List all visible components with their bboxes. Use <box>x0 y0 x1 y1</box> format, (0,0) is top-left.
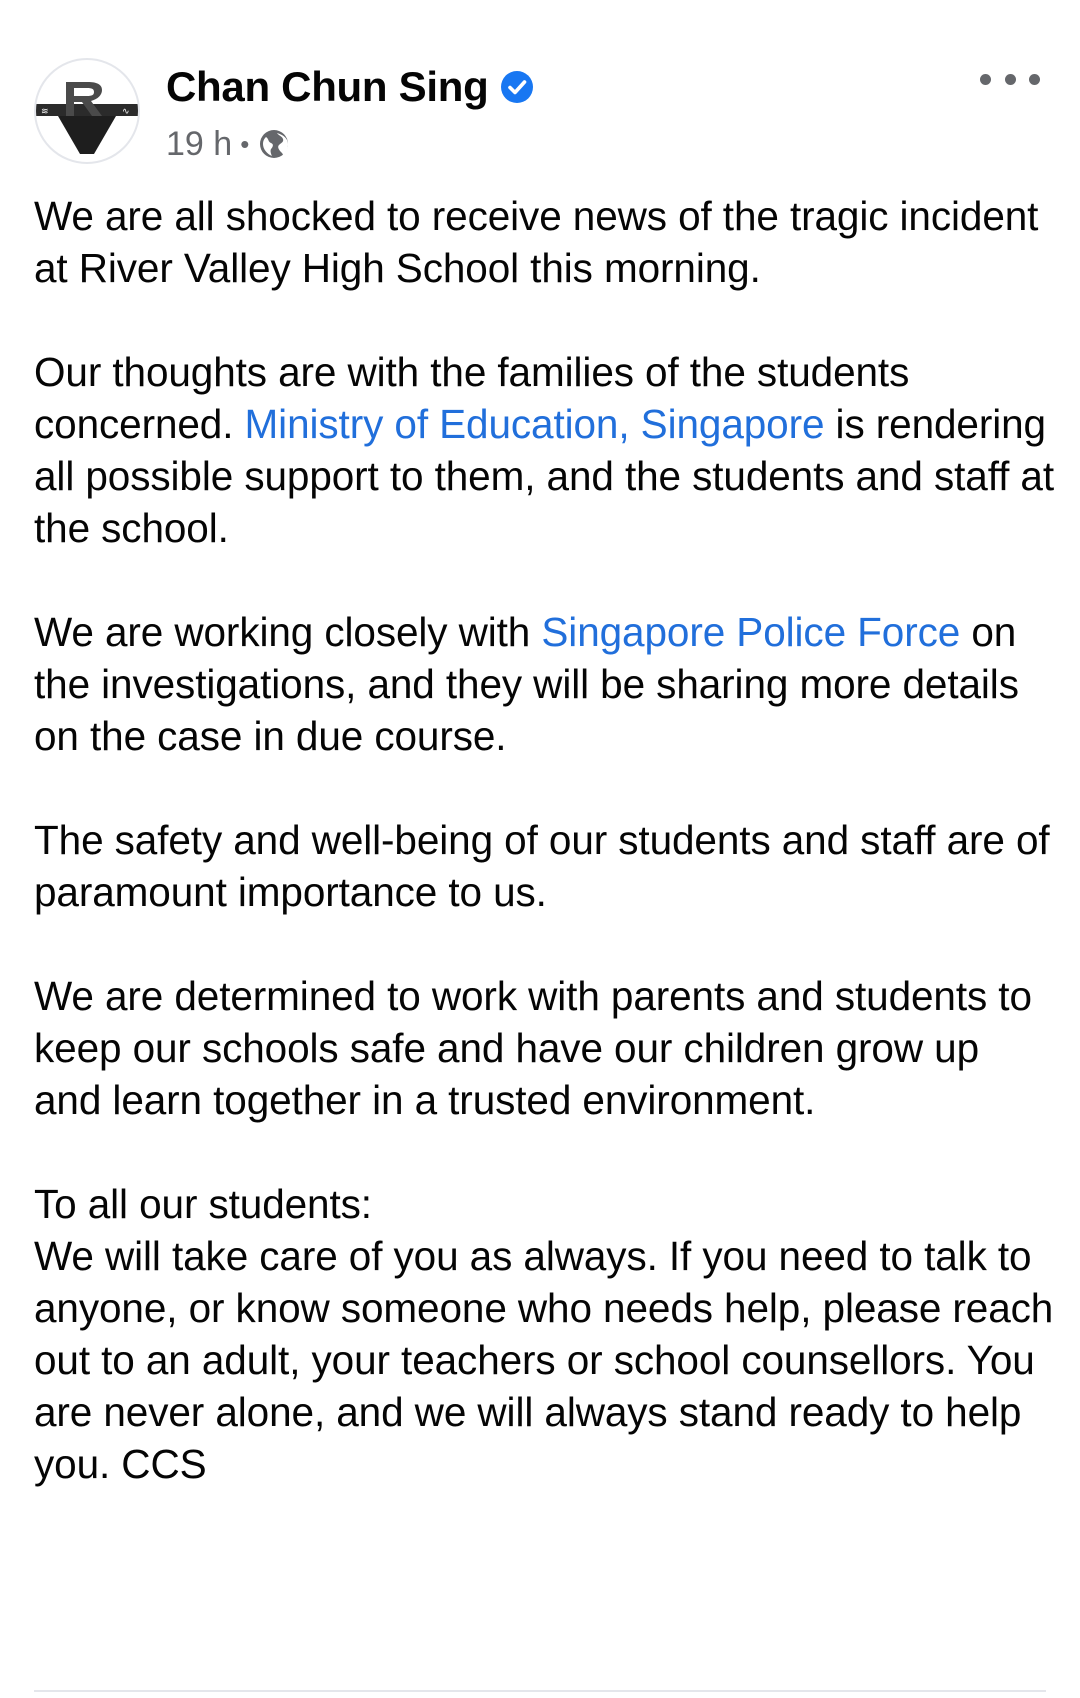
post-timestamp[interactable]: 19 h <box>166 124 233 163</box>
author-name[interactable]: Chan Chun Sing <box>166 63 489 110</box>
paragraph-text: is rendering all possible support to them, and the students and staff at the school. <box>34 401 1055 551</box>
post-paragraph <box>34 1178 1054 1490</box>
post-paragraph <box>34 190 1054 294</box>
author-row <box>166 60 534 114</box>
post-paragraph <box>34 970 1054 1126</box>
paragraph-text: We will take care of you as always. If you need to talk to anyone, or know someone who needs help, please reach out to an adult, your teachers or school counsellors. You are never alone, and we will always stand ready to help you. CCS <box>34 1233 1054 1487</box>
paragraph-text: To all our students: <box>34 1181 372 1227</box>
school-crest-icon <box>36 60 138 162</box>
paragraph-text: We are all shocked to receive news of the tragic incident at River Valley High School this morning. <box>34 193 1039 291</box>
post-divider <box>34 1690 1046 1692</box>
more-horizontal-icon <box>1005 74 1016 85</box>
meta-separator: • <box>240 128 250 159</box>
post-paragraph <box>34 606 1054 762</box>
post-header <box>34 58 1044 170</box>
verified-badge-icon <box>500 70 534 104</box>
post-paragraph <box>34 346 1054 554</box>
avatar[interactable] <box>34 58 140 164</box>
paragraph-text: on the investigations, and they will be sharing more details on the case in due course. <box>34 609 1019 759</box>
more-horizontal-icon <box>980 74 991 85</box>
link-singapore-police-force[interactable]: Singapore Police Force <box>541 609 961 655</box>
paragraph-text: The safety and well-being of our students and staff are of paramount importance to us. <box>34 817 1050 915</box>
more-options-button[interactable] <box>980 64 1040 94</box>
post-body <box>34 190 1054 1490</box>
globe-icon[interactable] <box>257 127 291 161</box>
link-ministry-of-education[interactable]: Ministry of Education, Singapore <box>244 401 825 447</box>
paragraph-text: Our thoughts are with the families of the students concerned. <box>34 349 910 447</box>
post-meta <box>166 122 291 166</box>
svg-text:≋: ≋ <box>41 107 49 117</box>
paragraph-text: We are working closely with <box>34 609 542 655</box>
more-horizontal-icon <box>1029 74 1040 85</box>
paragraph-text: We are determined to work with parents and students to keep our schools safe and have our children grow up and learn together in a trusted environment. <box>34 973 1032 1123</box>
svg-text:∿: ∿ <box>122 107 130 117</box>
post-paragraph <box>34 814 1054 918</box>
